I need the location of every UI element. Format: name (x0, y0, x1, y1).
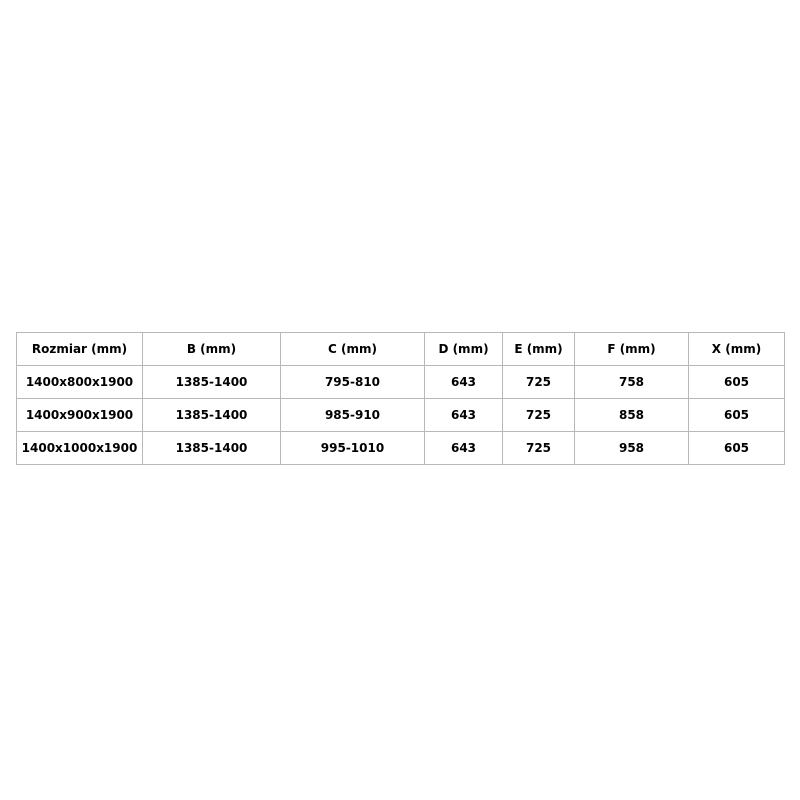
column-header-size: Rozmiar (mm) (17, 333, 143, 366)
column-header-c: C (mm) (281, 333, 425, 366)
column-header-e: E (mm) (503, 333, 575, 366)
cell-size: 1400x800x1900 (17, 366, 143, 399)
cell-f: 858 (575, 399, 689, 432)
table-header-row (17, 333, 785, 366)
cell-b: 1385-1400 (143, 366, 281, 399)
column-header-b: B (mm) (143, 333, 281, 366)
table-row (17, 432, 785, 465)
cell-d: 643 (425, 399, 503, 432)
cell-size: 1400x1000x1900 (17, 432, 143, 465)
dimensions-table (16, 332, 785, 465)
column-header-x: X (mm) (689, 333, 785, 366)
cell-f: 758 (575, 366, 689, 399)
column-header-f: F (mm) (575, 333, 689, 366)
cell-b: 1385-1400 (143, 399, 281, 432)
cell-e: 725 (503, 399, 575, 432)
cell-d: 643 (425, 366, 503, 399)
cell-c: 995-1010 (281, 432, 425, 465)
table-row (17, 399, 785, 432)
dimensions-table-container (16, 332, 784, 465)
cell-x: 605 (689, 399, 785, 432)
column-header-d: D (mm) (425, 333, 503, 366)
cell-f: 958 (575, 432, 689, 465)
cell-c: 795-810 (281, 366, 425, 399)
table-row (17, 366, 785, 399)
cell-x: 605 (689, 432, 785, 465)
cell-b: 1385-1400 (143, 432, 281, 465)
cell-e: 725 (503, 366, 575, 399)
cell-c: 985-910 (281, 399, 425, 432)
cell-size: 1400x900x1900 (17, 399, 143, 432)
cell-e: 725 (503, 432, 575, 465)
cell-x: 605 (689, 366, 785, 399)
cell-d: 643 (425, 432, 503, 465)
